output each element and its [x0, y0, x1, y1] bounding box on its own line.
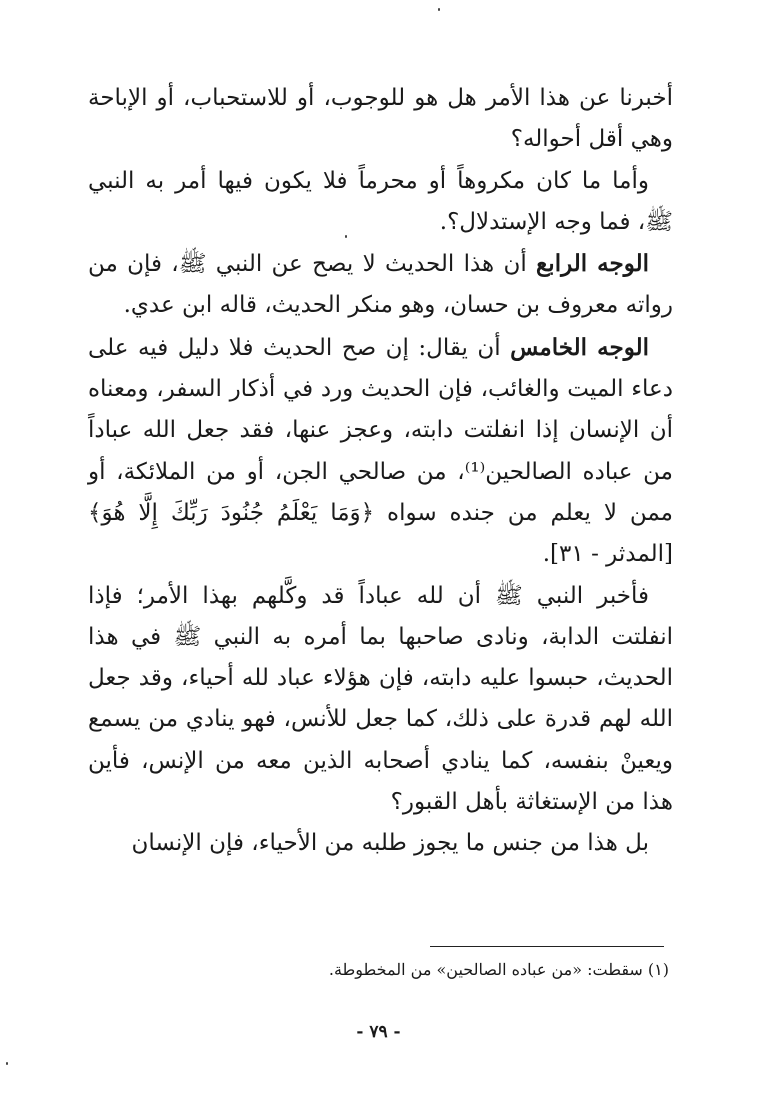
paragraph-text: أن يقال: إن صح الحديث فلا دليل فيه على دعاء الميت والغائب، فإن الحديث ورد في أذكار السفر، ومعناه أن الإنسان إذا انفلتت دابته، وعجز عنها، فقد جعل الله عباداً من عباده الصالحين⁽¹⁾، من صالحي الجن، أو من الملائكة، أو ممن لا يعلم من جنده سواه ﴿وَمَا يَعْلَمُ جُنُودَ رَبِّكَ إِلَّا هُوَ﴾ [المدثر - ٣١].	[88, 334, 674, 568]
paragraph-3	[88, 243, 673, 327]
scan-speck	[438, 8, 440, 11]
paragraph-2	[88, 161, 673, 244]
paragraph-6	[88, 823, 673, 864]
paragraph-1	[88, 78, 673, 161]
section-heading: الوجه الخامس	[510, 333, 650, 361]
scan-speck	[6, 1062, 8, 1065]
paragraph-5	[88, 576, 673, 824]
paragraph-text: أخبرنا عن هذا الأمر هل هو للوجوب، أو للاستحباب، أو الإباحة وهي أقل أحواله؟	[88, 85, 673, 153]
scan-speck	[345, 235, 347, 238]
paragraph-text: بل هذا من جنس ما يجوز طلبه من الأحياء، فإن الإنسان	[131, 830, 649, 857]
paragraph-text: أن هذا الحديث لا يصح عن النبي ﷺ، فإن من رواته معروف بن حسان، وهو منكر الحديث، قاله ابن عدي.	[88, 251, 673, 319]
footnote-divider	[430, 946, 664, 947]
paragraph-text: وأما ما كان مكروهاً أو محرماً فلا يكون فيها أمر به النبي ﷺ، فما وجه الإستدلال؟.	[88, 167, 673, 235]
paragraph-text: فأخبر النبي ﷺ أن لله عباداً قد وكَّلهم بهذا الأمر؛ فإذا انفلتت الدابة، ونادى صاحبها بما أمره به النبي ﷺ في هذا الحديث، حبسوا عليه دابته، فإن هؤلاء عباد لله أحياء، وقد جعل الله لهم قدرة على ذلك، كما جعل للأنس، فهو ينادي من يسمع ويعينْ بنفسه، كما ينادي أصحابه الذين معه من الإنس، فأين هذا من الإستغاثة بأهل القبور؟	[88, 582, 673, 816]
paragraph-4	[88, 327, 673, 576]
body-text	[88, 78, 673, 865]
page-number: - ٧٩ -	[356, 1022, 401, 1042]
footnote: (١) سقطت: «من عباده الصالحين» من المخطوطة.	[328, 960, 669, 979]
section-heading: الوجه الرابع	[536, 250, 649, 278]
